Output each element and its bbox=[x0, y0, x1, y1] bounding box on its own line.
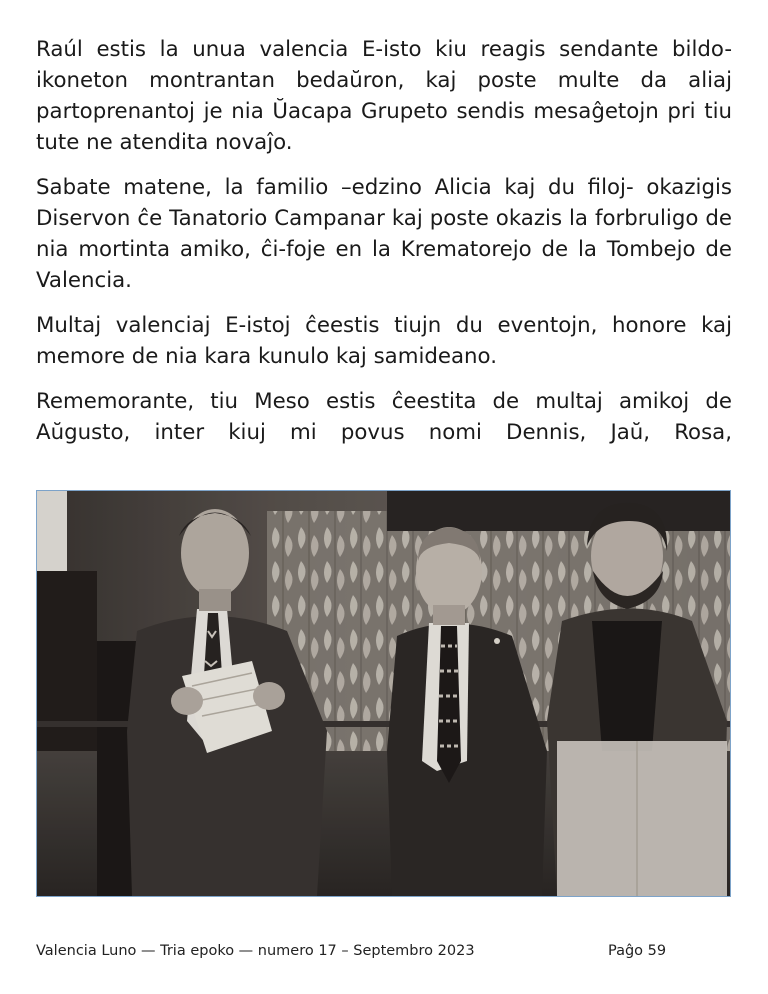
footer-page-number: Paĝo 59 bbox=[608, 943, 667, 959]
paragraph-4: Rememorante, tiu Meso estis ĉeestita de multaj amikoj de Aŭgusto, inter kiuj mi povus nomi Dennis, Jaŭ, Rosa, bbox=[36, 389, 732, 445]
paragraph-2: Sabate matene, la familio –edzino Alicia kaj du filoj- okazigis Diservon ĉe Tanatorio Campanar kaj poste okazis la forbruligo de nia mortinta amiko, ĉi-foje en la Krematorejo de la Tombejo de Valencia. bbox=[36, 175, 732, 293]
paragraph-1: Raúl estis la unua valencia E-isto kiu reagis sendante bildo-ikoneton montrantan bedaŭron, kaj poste multe da aliaj partoprenantoj je nia Ŭacapa Grupeto sendis mesaĝetojn pri tiu tute ne atendita novaĵo. bbox=[36, 37, 732, 155]
page-footer bbox=[36, 940, 732, 962]
photo-illustration bbox=[37, 491, 730, 896]
footer-publication: Valencia Luno — Tria epoko — numero 17 – Septembro 2023 bbox=[36, 943, 475, 959]
article-photo bbox=[36, 490, 731, 897]
article-body bbox=[36, 34, 732, 462]
paragraph-3: Multaj valenciaj E-istoj ĉeestis tiujn du eventojn, honore kaj memore de nia kara kunulo kaj samideano. bbox=[36, 313, 732, 369]
